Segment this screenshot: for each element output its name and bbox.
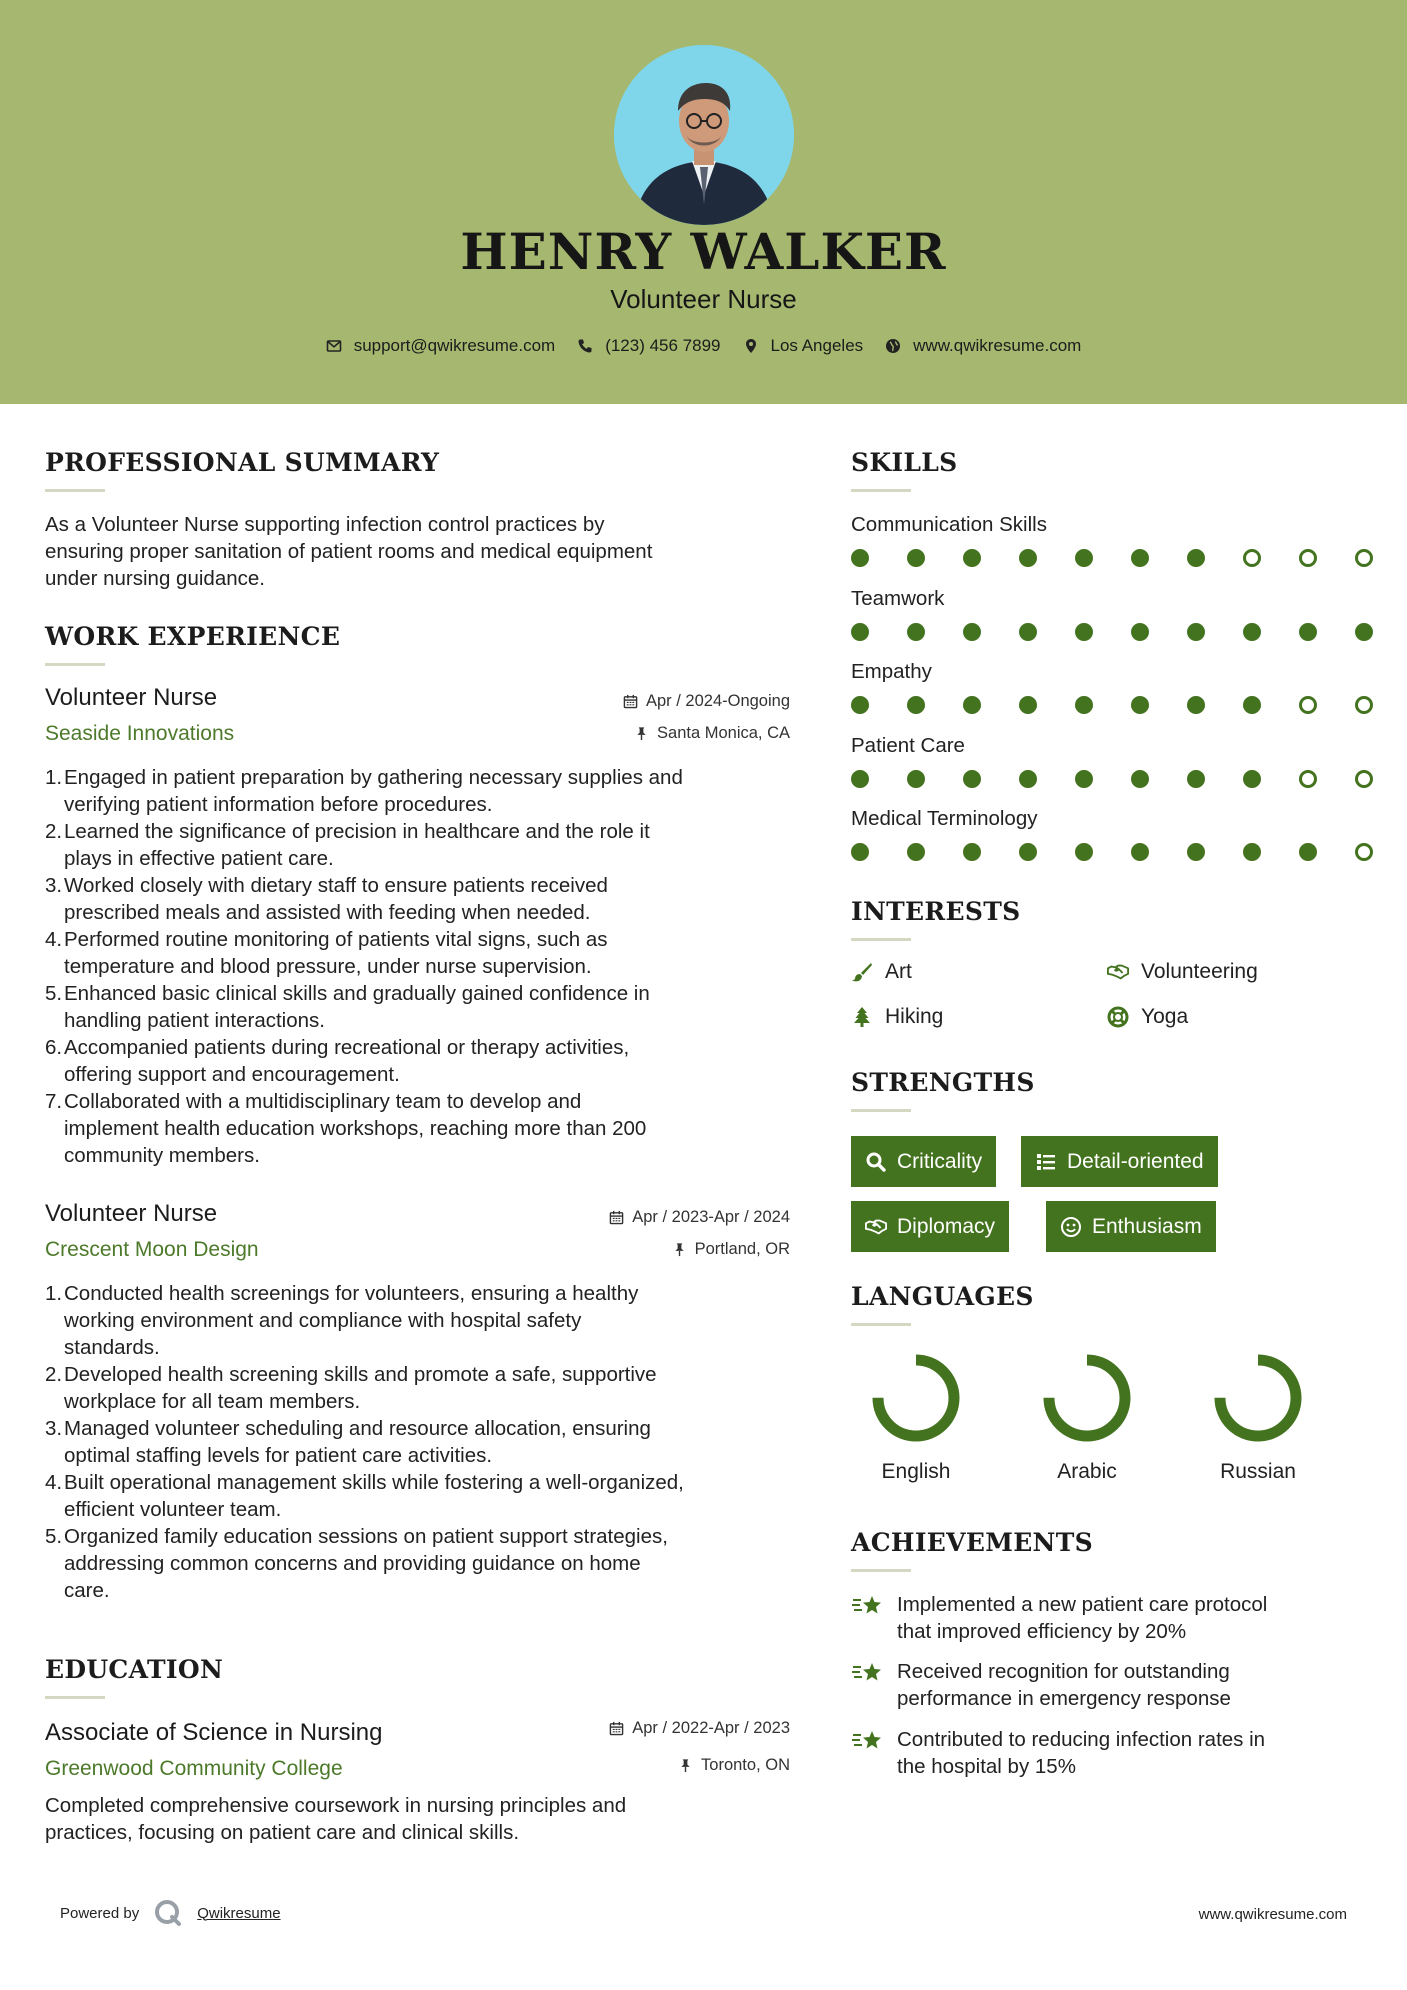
language-item bbox=[1022, 1352, 1152, 1484]
calendar-icon bbox=[609, 1721, 624, 1736]
skill-dot-filled bbox=[907, 696, 925, 714]
achievements-heading: ACHIEVEMENTS bbox=[851, 1528, 1093, 1557]
contact-email[interactable] bbox=[326, 336, 556, 356]
language-item bbox=[1193, 1352, 1323, 1484]
search-icon bbox=[865, 1151, 887, 1173]
degree-title: Associate of Science in Nursing bbox=[45, 1719, 383, 1746]
qwikresume-link[interactable]: Qwikresume bbox=[197, 1904, 281, 1922]
skill-dot-filled bbox=[1299, 623, 1317, 641]
strength-label: Detail-oriented bbox=[1067, 1149, 1204, 1173]
strength-chip bbox=[1021, 1136, 1218, 1187]
skill-rating bbox=[851, 770, 1373, 788]
skill-dot-filled bbox=[907, 843, 925, 861]
strength-label: Enthusiasm bbox=[1092, 1214, 1202, 1238]
education-location bbox=[45, 1756, 790, 1775]
language-progress-ring bbox=[1041, 1352, 1133, 1444]
skill-dot-filled bbox=[1075, 843, 1093, 861]
language-label: Russian bbox=[1220, 1460, 1296, 1483]
list-number: 3. bbox=[45, 874, 63, 897]
strengths-underline bbox=[851, 1109, 911, 1112]
list-line: standards. bbox=[64, 1336, 160, 1359]
skills-heading: SKILLS bbox=[851, 448, 958, 477]
list-line: working environment and compliance with hospital safety bbox=[64, 1309, 582, 1332]
shooting-star-icon bbox=[851, 1658, 885, 1688]
experience-underline bbox=[45, 663, 105, 666]
education-description bbox=[45, 1792, 785, 1846]
contact-bar bbox=[0, 336, 1407, 356]
list-item bbox=[45, 1034, 790, 1088]
footer-powered-by bbox=[60, 1898, 281, 1928]
skill-label: Teamwork bbox=[851, 587, 945, 610]
list-line: Worked closely with dietary staff to ensure patients received bbox=[64, 874, 608, 897]
globe-icon bbox=[885, 338, 901, 354]
list-line: Conducted health screenings for volunteers, ensuring a healthy bbox=[64, 1282, 639, 1305]
education-line: Completed comprehensive coursework in nursing principles and bbox=[45, 1794, 627, 1817]
profile-photo bbox=[614, 45, 794, 225]
list-line: verifying patient information before procedures. bbox=[64, 793, 493, 816]
skill-dot-filled bbox=[1075, 623, 1093, 641]
strength-chip bbox=[851, 1201, 1009, 1252]
skill-dot-filled bbox=[907, 623, 925, 641]
achievement-line: Implemented a new patient care protocol bbox=[897, 1593, 1268, 1616]
skill-rating bbox=[851, 549, 1373, 567]
candidate-name: HENRY WALKER bbox=[460, 222, 947, 281]
language-label: Arabic bbox=[1057, 1460, 1117, 1483]
skill-dot-filled bbox=[851, 770, 869, 788]
skill-dot-filled bbox=[1131, 623, 1149, 641]
skill-dot-filled bbox=[1187, 843, 1205, 861]
list-line: prescribed meals and assisted with feeding when needed. bbox=[64, 901, 591, 924]
education-location-text: Toronto, ON bbox=[701, 1756, 790, 1774]
skill-dot-filled bbox=[1243, 770, 1261, 788]
skill-dot-filled bbox=[851, 696, 869, 714]
skill-dot-filled bbox=[1075, 696, 1093, 714]
envelope-icon bbox=[326, 338, 342, 354]
skill-dot-filled bbox=[851, 843, 869, 861]
job-dates-text: Apr / 2023-Apr / 2024 bbox=[632, 1208, 790, 1226]
resume-header bbox=[0, 0, 1407, 404]
interest-label: Yoga bbox=[1141, 1005, 1189, 1028]
list-item bbox=[45, 980, 790, 1034]
job-location bbox=[45, 724, 790, 743]
skill-dot-filled bbox=[1019, 696, 1037, 714]
list-line: Developed health screening skills and promote a safe, supportive bbox=[64, 1363, 657, 1386]
education-underline bbox=[45, 1696, 105, 1699]
skill-dot-filled bbox=[1131, 770, 1149, 788]
job-duties-list bbox=[45, 1280, 790, 1604]
pushpin-icon bbox=[672, 1242, 687, 1257]
skill-rating bbox=[851, 843, 1373, 861]
handshake-icon bbox=[1107, 961, 1129, 983]
education-line: practices, focusing on patient care and clinical skills. bbox=[45, 1821, 520, 1844]
list-item bbox=[45, 1469, 790, 1523]
language-progress-ring bbox=[1212, 1352, 1304, 1444]
languages-underline bbox=[851, 1323, 911, 1326]
list-icon bbox=[1035, 1151, 1057, 1173]
shooting-star-icon bbox=[851, 1591, 885, 1621]
skill-dot-filled bbox=[1075, 770, 1093, 788]
skill-dot-filled bbox=[1019, 770, 1037, 788]
job-company: Seaside Innovations bbox=[45, 722, 235, 745]
skill-dot-empty bbox=[1299, 696, 1317, 714]
list-line: Organized family education sessions on patient support strategies, bbox=[64, 1525, 668, 1548]
pushpin-icon bbox=[634, 726, 649, 741]
skill-dot-empty bbox=[1299, 549, 1317, 567]
skill-dot-filled bbox=[1187, 623, 1205, 641]
list-line: efficient volunteer team. bbox=[64, 1498, 282, 1521]
list-line: temperature and blood pressure, under nurse supervision. bbox=[64, 955, 592, 978]
list-line: Learned the significance of precision in healthcare and the role it bbox=[64, 820, 650, 843]
list-line: Built operational management skills while fostering a well-organized, bbox=[64, 1471, 684, 1494]
skill-dot-filled bbox=[851, 623, 869, 641]
interest-label: Art bbox=[885, 960, 912, 983]
skill-dot-filled bbox=[1019, 843, 1037, 861]
list-number: 7. bbox=[45, 1090, 63, 1113]
list-line: care. bbox=[64, 1579, 110, 1602]
handshake-icon bbox=[865, 1216, 887, 1238]
skill-dot-filled bbox=[1075, 549, 1093, 567]
achievement-item bbox=[851, 1591, 1351, 1645]
summary-heading: PROFESSIONAL SUMMARY bbox=[45, 448, 440, 477]
list-item bbox=[45, 1280, 790, 1361]
job-location-text: Santa Monica, CA bbox=[657, 724, 790, 742]
achievement-item bbox=[851, 1726, 1351, 1780]
job-title: Volunteer Nurse bbox=[45, 684, 218, 711]
list-number: 2. bbox=[45, 1363, 63, 1386]
qwikresume-logo-icon bbox=[153, 1898, 183, 1928]
skill-dot-empty bbox=[1355, 770, 1373, 788]
interest-item bbox=[851, 1005, 943, 1029]
list-number: 6. bbox=[45, 1036, 63, 1059]
interests-underline bbox=[851, 938, 911, 941]
list-line: optimal staffing levels for patient care activities. bbox=[64, 1444, 493, 1467]
school-name: Greenwood Community College bbox=[45, 1757, 343, 1780]
skill-dot-empty bbox=[1355, 549, 1373, 567]
list-number: 5. bbox=[45, 1525, 63, 1548]
skill-dot-filled bbox=[1131, 843, 1149, 861]
achievement-item bbox=[851, 1658, 1351, 1712]
contact-location bbox=[743, 336, 864, 356]
strength-label: Criticality bbox=[897, 1149, 983, 1173]
smile-icon bbox=[1060, 1216, 1082, 1238]
skill-dot-filled bbox=[1243, 696, 1261, 714]
interest-label: Hiking bbox=[885, 1005, 944, 1028]
list-number: 3. bbox=[45, 1417, 63, 1440]
list-line: Enhanced basic clinical skills and gradually gained confidence in bbox=[64, 982, 650, 1005]
skill-dot-filled bbox=[851, 549, 869, 567]
list-item bbox=[45, 926, 790, 980]
powered-by-text: Powered by bbox=[60, 1904, 140, 1922]
contact-location-text: Los Angeles bbox=[770, 336, 864, 355]
list-number: 2. bbox=[45, 820, 63, 843]
list-item bbox=[45, 1088, 790, 1169]
skill-dot-filled bbox=[1299, 843, 1317, 861]
contact-phone-text: (123) 456 7899 bbox=[605, 336, 721, 355]
list-item bbox=[45, 818, 790, 872]
skill-dot-filled bbox=[1243, 843, 1261, 861]
education-dates-text: Apr / 2022-Apr / 2023 bbox=[632, 1719, 790, 1737]
job-title: Volunteer Nurse bbox=[45, 1200, 218, 1227]
list-line: community members. bbox=[64, 1144, 260, 1167]
education-heading: EDUCATION bbox=[45, 1655, 224, 1684]
person-photo-icon bbox=[614, 45, 794, 225]
skill-dot-filled bbox=[963, 770, 981, 788]
skill-dot-filled bbox=[1019, 623, 1037, 641]
list-line: workplace for all team members. bbox=[64, 1390, 361, 1413]
skill-dot-empty bbox=[1243, 549, 1261, 567]
achievement-line: the hospital by 15% bbox=[897, 1755, 1076, 1778]
list-item bbox=[45, 764, 790, 818]
paintbrush-icon bbox=[851, 961, 873, 983]
interest-label: Volunteering bbox=[1141, 960, 1258, 983]
achievement-line: performance in emergency response bbox=[897, 1687, 1231, 1710]
list-number: 4. bbox=[45, 1471, 63, 1494]
summary-underline bbox=[45, 489, 105, 492]
language-progress-ring bbox=[870, 1352, 962, 1444]
contact-phone bbox=[577, 336, 720, 356]
skill-dot-filled bbox=[1187, 770, 1205, 788]
footer-website[interactable]: www.qwikresume.com bbox=[1198, 1906, 1347, 1923]
job-dates bbox=[45, 1208, 790, 1227]
job-location bbox=[45, 1240, 790, 1259]
map-pin-icon bbox=[743, 338, 759, 354]
list-line: Accompanied patients during recreational or therapy activities, bbox=[64, 1036, 630, 1059]
skill-label: Empathy bbox=[851, 660, 932, 683]
achievement-line: Received recognition for outstanding bbox=[897, 1660, 1230, 1683]
skill-dot-filled bbox=[963, 843, 981, 861]
languages-heading: LANGUAGES bbox=[851, 1282, 1034, 1311]
summary-text bbox=[45, 511, 785, 592]
candidate-title: Volunteer Nurse bbox=[610, 284, 797, 314]
language-item bbox=[851, 1352, 981, 1484]
skill-dot-filled bbox=[1243, 623, 1261, 641]
contact-email-text[interactable]: support@qwikresume.com bbox=[353, 336, 556, 355]
list-line: Engaged in patient preparation by gathering necessary supplies and bbox=[64, 766, 683, 789]
list-line: Performed routine monitoring of patients vital signs, such as bbox=[64, 928, 608, 951]
calendar-icon bbox=[609, 1210, 624, 1225]
skill-dot-empty bbox=[1355, 696, 1373, 714]
list-number: 5. bbox=[45, 982, 63, 1005]
education-dates bbox=[45, 1719, 790, 1738]
list-item bbox=[45, 872, 790, 926]
list-item bbox=[45, 1523, 790, 1604]
summary-line: under nursing guidance. bbox=[45, 567, 265, 590]
calendar-icon bbox=[623, 694, 638, 709]
list-line: offering support and encouragement. bbox=[64, 1063, 400, 1086]
skill-dot-filled bbox=[963, 549, 981, 567]
skill-dot-empty bbox=[1355, 843, 1373, 861]
strength-chip bbox=[1046, 1201, 1216, 1252]
list-item bbox=[45, 1415, 790, 1469]
skill-rating bbox=[851, 623, 1373, 641]
achievement-line: Contributed to reducing infection rates in bbox=[897, 1728, 1266, 1751]
job-dates bbox=[45, 692, 790, 711]
achievements-underline bbox=[851, 1569, 911, 1572]
summary-line: ensuring proper sanitation of patient rooms and medical equipment bbox=[45, 540, 653, 563]
interest-item bbox=[1107, 1005, 1188, 1029]
skill-dot-filled bbox=[963, 623, 981, 641]
skill-label: Medical Terminology bbox=[851, 807, 1038, 830]
skill-dot-filled bbox=[1131, 549, 1149, 567]
skill-dot-filled bbox=[1187, 696, 1205, 714]
list-number: 1. bbox=[45, 766, 63, 789]
language-label: English bbox=[881, 1460, 951, 1483]
skill-dot-empty bbox=[1299, 770, 1317, 788]
job-duties-list bbox=[45, 764, 790, 1169]
skill-label: Patient Care bbox=[851, 734, 965, 757]
list-line: Collaborated with a multidisciplinary team to develop and bbox=[64, 1090, 582, 1113]
skill-dot-filled bbox=[907, 549, 925, 567]
list-line: handling patient interactions. bbox=[64, 1009, 325, 1032]
pushpin-icon bbox=[678, 1758, 693, 1773]
list-line: plays in effective patient care. bbox=[64, 847, 334, 870]
skill-label: Communication Skills bbox=[851, 513, 1047, 536]
life-ring-icon bbox=[1107, 1006, 1129, 1028]
skill-dot-filled bbox=[1019, 549, 1037, 567]
job-location-text: Portland, OR bbox=[694, 1240, 790, 1258]
skill-dot-filled bbox=[907, 770, 925, 788]
contact-website[interactable] bbox=[885, 336, 1081, 356]
skill-rating bbox=[851, 696, 1373, 714]
shooting-star-icon bbox=[851, 1726, 885, 1756]
tree-icon bbox=[851, 1006, 873, 1028]
experience-heading: WORK EXPERIENCE bbox=[45, 622, 341, 651]
interest-item bbox=[1107, 960, 1258, 984]
interests-heading: INTERESTS bbox=[851, 897, 1021, 926]
list-line: implement health education workshops, reaching more than 200 bbox=[64, 1117, 647, 1140]
achievement-line: that improved efficiency by 20% bbox=[897, 1620, 1187, 1643]
list-line: addressing common concerns and providing guidance on home bbox=[64, 1552, 641, 1575]
strength-label: Diplomacy bbox=[897, 1214, 996, 1238]
list-item bbox=[45, 1361, 790, 1415]
skill-dot-filled bbox=[1187, 549, 1205, 567]
skills-underline bbox=[851, 489, 911, 492]
skill-dot-filled bbox=[1355, 623, 1373, 641]
summary-line: As a Volunteer Nurse supporting infection control practices by bbox=[45, 513, 605, 536]
strengths-heading: STRENGTHS bbox=[851, 1068, 1035, 1097]
interest-item bbox=[851, 960, 912, 984]
contact-website-text[interactable]: www.qwikresume.com bbox=[913, 336, 1082, 355]
job-company: Crescent Moon Design bbox=[45, 1238, 259, 1261]
list-number: 4. bbox=[45, 928, 63, 951]
skill-dot-filled bbox=[963, 696, 981, 714]
strength-chip bbox=[851, 1136, 996, 1187]
phone-icon bbox=[577, 338, 593, 354]
list-number: 1. bbox=[45, 1282, 63, 1305]
skill-dot-filled bbox=[1131, 696, 1149, 714]
job-dates-text: Apr / 2024-Ongoing bbox=[645, 692, 790, 710]
list-line: Managed volunteer scheduling and resource allocation, ensuring bbox=[64, 1417, 651, 1440]
